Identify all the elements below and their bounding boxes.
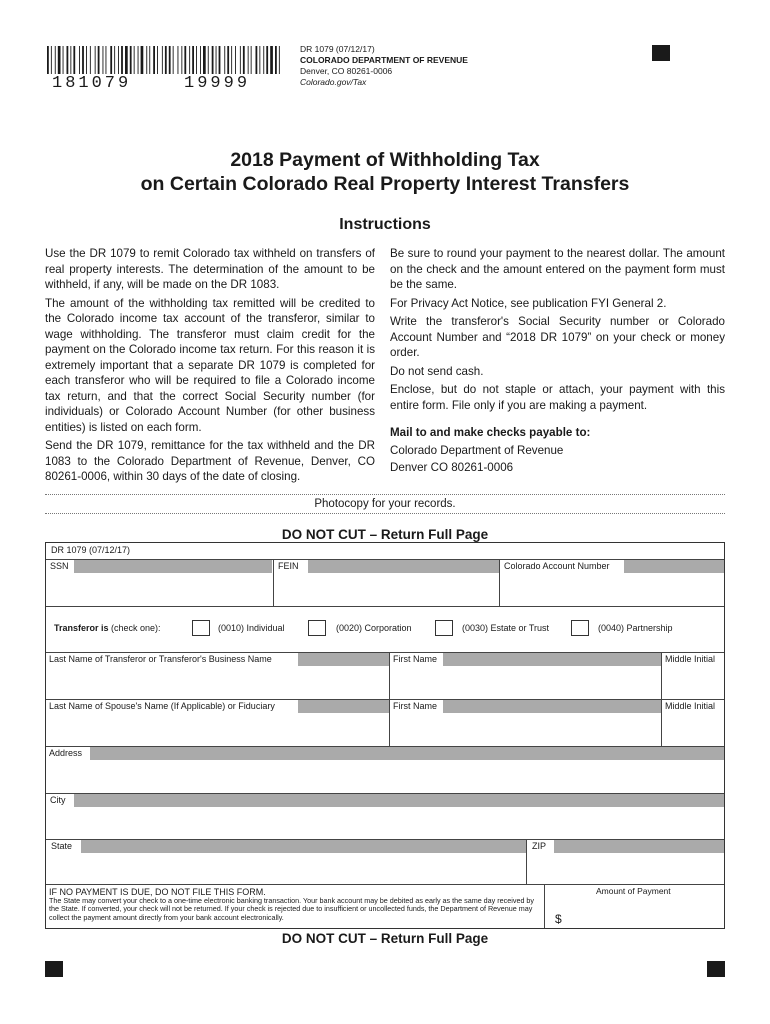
registration-mark-top-right (652, 45, 670, 61)
instruction-paragraph: Do not send cash. (390, 364, 484, 378)
spouse-first-name-label: First Name (393, 701, 438, 711)
account-label: Colorado Account Number (504, 561, 610, 571)
form-header (300, 44, 468, 88)
last-name-input[interactable] (48, 667, 386, 697)
mail-line-1: Colorado Department of Revenue (390, 443, 564, 457)
option-corporation: (0020) Corporation (336, 623, 412, 633)
city-label-bar (74, 794, 724, 807)
no-payment-notice: IF NO PAYMENT IS DUE, DO NOT FILE THIS FORM. (49, 887, 266, 897)
title-line-2: on Certain Colorado Real Property Interest Transfers (140, 173, 630, 195)
state-input[interactable] (48, 854, 524, 882)
header-website: Colorado.gov/Tax (300, 77, 367, 87)
spouse-label: Last Name of Spouse's Name (If Applicable) or Fiduciary (49, 701, 275, 711)
ssn-label: SSN (50, 561, 69, 571)
zip-label: ZIP (532, 841, 547, 851)
instructions-heading: Instructions (339, 216, 431, 233)
payment-form (45, 542, 725, 929)
city-input[interactable] (48, 808, 722, 838)
zip-input[interactable] (529, 854, 722, 882)
col-divider (389, 699, 390, 746)
col-divider (499, 559, 500, 606)
registration-mark-bottom-left (45, 961, 63, 977)
mail-heading: Mail to and make checks payable to: (390, 426, 591, 439)
col-divider (273, 559, 274, 606)
col-divider (544, 884, 545, 928)
electronic-conversion-notice: The State may convert your check to a one-time electronic banking transaction. Your bank account may be debited as early as the same day received by the State. If converted, your check will not be returned. If your check is rejected due to insufficient or uncollected funds, the Department of Revenue may collect the payment amount directly from your bank account electronically. (49, 896, 535, 922)
dollar-sign: $ (555, 912, 562, 926)
fein-label-bar (308, 560, 500, 573)
first-name-label-bar (443, 700, 661, 713)
first-name-label: First Name (393, 654, 438, 664)
row-divider (46, 884, 724, 885)
account-number-input[interactable] (502, 574, 722, 604)
instruction-paragraph: Be sure to round your payment to the nearest dollar. The amount on the check and the amount entered on the payment form must be the same. (390, 247, 725, 291)
do-not-cut-bottom: DO NOT CUT – Return Full Page (281, 931, 489, 946)
last-name-label: Last Name of Transferor or Transferor's Business Name (49, 654, 272, 664)
middle-initial-label: Middle Initial (665, 654, 716, 664)
option-estate-or-trust: (0030) Estate or Trust (462, 623, 550, 633)
form-id-label: DR 1079 (07/12/17) (51, 545, 131, 555)
address-label-bar (90, 747, 724, 760)
mail-line-2: Denver CO 80261-0006 (390, 461, 514, 474)
col-divider (661, 699, 662, 746)
option-partnership: (0040) Partnership (598, 623, 673, 633)
checkbox-estate-or-trust[interactable] (435, 620, 453, 636)
instruction-paragraph: Enclose, but do not staple or attach, your payment with this entire form. File only if you are making a payment. (390, 383, 725, 412)
ssn-label-bar (74, 560, 272, 573)
instruction-paragraph: Write the transferor's Social Security number or Colorado Account Number and “2018 DR 1079” on your check or money order. (390, 315, 725, 359)
zip-label-bar (554, 840, 724, 853)
last-name-label-bar (298, 653, 390, 666)
city-label: City (50, 795, 66, 805)
amount-of-payment-input[interactable] (568, 900, 722, 926)
col-divider (526, 839, 527, 884)
state-label-bar (81, 840, 526, 853)
checkbox-individual[interactable] (192, 620, 210, 636)
first-name-label-bar (443, 653, 661, 666)
header-form-id: DR 1079 (07/12/17) (300, 44, 375, 54)
address-input[interactable] (48, 761, 722, 791)
barcode-number: 181079 19999 (52, 74, 251, 93)
spouse-middle-initial-label: Middle Initial (665, 701, 716, 711)
checkbox-partnership[interactable] (571, 620, 589, 636)
spouse-last-name-input[interactable] (48, 714, 386, 744)
header-department: COLORADO DEPARTMENT OF REVENUE (300, 55, 468, 65)
barcode (47, 46, 281, 74)
photocopy-note: Photocopy for your records. (314, 498, 456, 510)
spouse-label-bar (298, 700, 390, 713)
title-line-1: 2018 Payment of Withholding Tax (230, 149, 540, 171)
dotted-divider (45, 513, 725, 514)
transferor-label-bold: Transferor is (54, 623, 109, 633)
registration-mark-bottom-right (707, 961, 725, 977)
account-label-bar (624, 560, 724, 573)
option-individual: (0010) Individual (218, 623, 285, 633)
instruction-paragraph: The amount of the withholding tax remitted will be credited to the Colorado income tax account of the transferor, similar to wage withholding. The transferor must claim credit for the payment on the Colorado income tax return. For this reason it is extremely important that a separate DR 1079 is completed for each transferor who will be required to file a Colorado income tax return, and that the correct Social Security number (for individuals) or Colorado Account Number (for other business entities) is listed on each form. (45, 296, 375, 434)
dotted-divider (45, 494, 725, 495)
page-title (0, 148, 770, 196)
spouse-first-name-input[interactable] (392, 714, 658, 744)
transferor-label-rest: (check one): (108, 623, 161, 633)
instruction-paragraph: Use the DR 1079 to remit Colorado tax withheld on transfers of real property interests. The determination of the amount to be withheld, if any, will be made on the DR 1083. (45, 247, 375, 291)
instructions-right-column (390, 246, 725, 476)
fein-input[interactable] (276, 574, 496, 604)
instruction-paragraph: For Privacy Act Notice, see publication FYI General 2. (390, 296, 667, 310)
spouse-middle-initial-input[interactable] (664, 714, 722, 744)
amount-label: Amount of Payment (596, 886, 671, 896)
instructions-left-column (45, 246, 375, 488)
state-label: State (51, 841, 73, 851)
first-name-input[interactable] (392, 667, 658, 697)
header-address: Denver, CO 80261-0006 (300, 66, 393, 76)
middle-initial-input[interactable] (664, 667, 722, 697)
instruction-paragraph: Send the DR 1079, remittance for the tax withheld and the DR 1083 to the Colorado Department of Revenue, Denver, CO 80261-0006, within 30 days of the date of closing. (45, 439, 375, 483)
fein-label: FEIN (278, 561, 299, 571)
col-divider (389, 652, 390, 699)
ssn-input[interactable] (48, 574, 270, 604)
transferor-label (54, 623, 161, 633)
row-divider (46, 606, 724, 607)
checkbox-corporation[interactable] (308, 620, 326, 636)
do-not-cut-top: DO NOT CUT – Return Full Page (281, 527, 489, 542)
col-divider (661, 652, 662, 699)
address-label: Address (49, 748, 83, 758)
